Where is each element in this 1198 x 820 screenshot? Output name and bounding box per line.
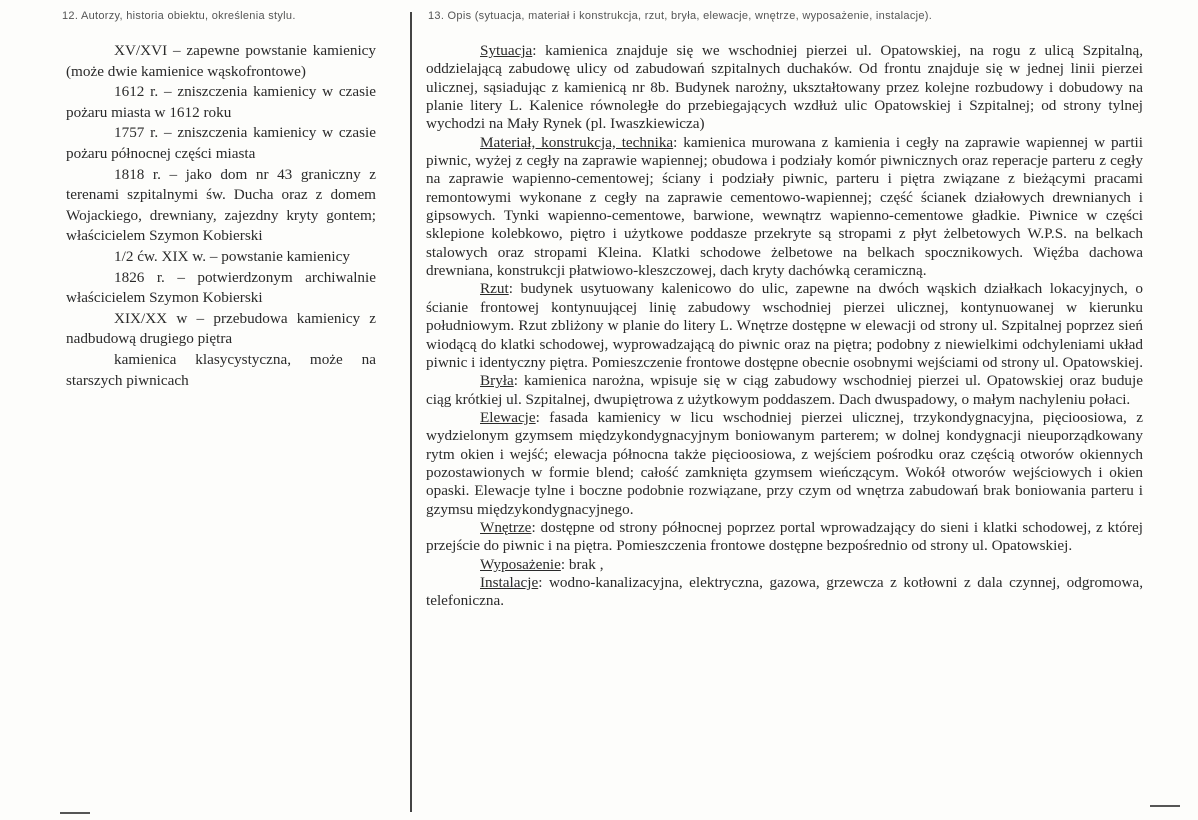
history-entry: 1/2 ćw. XIX w. – powstanie kamienicy (114, 247, 350, 265)
section-label: Materiał, konstrukcja, technika (480, 133, 674, 151)
scan-mark (60, 812, 90, 814)
section-12-header: 12. Autorzy, historia obiektu, określenia stylu. (62, 10, 296, 22)
section-text: : dostępne od strony północnej poprzez portal wprowadzający do sieni i klatki schodowej, z której przejście do piwnic i na piętra. Pomieszczenia frontowe dostępne bezpośrednio od strony ul. Opatowskiej. (426, 518, 1143, 555)
description-column (426, 42, 1143, 611)
section-furnishing (426, 556, 1143, 574)
section-text: : kamienica znajduje się we wschodniej pierzei ul. Opatowskiej, na rogu z ulicą Szpitalną, oddzielającą zabudowę ulicy od zabudowań szpitalnych duchaków. Od frontu znajduje się w jednej linii pierzei ulicznej, sąsiadując z kamienicą nr 8b. Budynek narożny, ukształtowany przez kolejne rozbudowy i dobudowy na planie litery L. Kalenice równoległe do przebiegających wzdłuż ulic Opatowskiej i Szpitalnej; od strony tylnej wychodzi na Mały Rynek (pl. Iwaszkiewicza) (426, 42, 1143, 133)
section-installations (426, 574, 1143, 611)
section-text: : kamienica narożna, wpisuje się w ciąg zabudowy wschodniej pierzei ul. Opatowskiej oraz buduje ciąg krótkiej ul. Szpitalnej, dwupiętrowa z użytkowym poddaszem. Dach dwuspadowy, o małym nachyleniu połaci. (426, 372, 1143, 408)
section-label: Sytuacja (480, 42, 533, 59)
section-material (426, 134, 1143, 281)
history-column (66, 41, 376, 391)
section-interior (426, 519, 1143, 556)
section-plan (426, 280, 1143, 372)
section-text: : fasada kamienicy w licu wschodniej pierzei ulicznej, trzykondygnacyjna, pięcioosiowa, z wydzielonym gzymsem międzykondygnacyjnym boniowanym parterem; w dolnej kondygnacji nieuporządkowany rytm okien i wejść; elewacja północna także pięcioosiowa, z wejściem pośrodku oraz częścią otworów okiennych pozostawionych w formie blend; całość zamknięta gzymsem wieńczącym. Wokół otworów wejściowych i okien opaski. Elewacje tylne i boczne podobnie rozwiązane, przy czym od wnętrza zabudowań brak boniowania parteru i gzymsu międzykondygnacyjnego. (426, 408, 1143, 518)
section-13-header: 13. Opis (sytuacja, materiał i konstrukcja, rzut, bryła, elewacje, wnętrze, wyposażenie, instalacje). (428, 10, 933, 22)
section-label: Rzut (480, 280, 509, 298)
section-text: : brak , (560, 555, 604, 573)
history-entry: 1818 r. – jako dom nr 43 graniczny z terenami szpitalnymi św. Ducha oraz z domem Wojackiego, drewniany, zajezdny kryty gontem; właścicielem Szymon Kobierski (66, 165, 376, 245)
section-situation (426, 42, 1143, 134)
history-entry: 1826 r. – potwierdzonym archiwalnie właścicielem Szymon Kobierski (66, 268, 376, 307)
history-entry: kamienica klasycystyczna, może na starszych piwnicach (66, 350, 376, 389)
section-label: Elewacje (480, 408, 536, 426)
section-label: Instalacje (480, 573, 539, 591)
scan-mark (1150, 805, 1180, 807)
history-entry: 1757 r. – zniszczenia kamienicy w czasie pożaru północnej części miasta (66, 124, 376, 162)
history-entry: XIX/XX w – przebudowa kamienicy z nadbudową drugiego piętra (66, 309, 376, 348)
section-text: : budynek usytuowany kalenicowo do ulic, zapewne na dwóch wąskich działkach lokacyjnych, o ścianie frontowej kontynuującej linię zabudowy wschodniej pierzei ulicznej, kontynuowanej w kierunku południowym. Rzut zbliżony w planie do litery L. Wnętrze dostępne w elewacji od strony ul. Szpitalnej poprzez sień wiodącą do klatki schodowej, wyprowadzającą do piwnic oraz na piętra; podobny z niewielkimi odchyleniami układ piwnic i identyczny piętra. Pomieszczenie frontowe dostępne obecnie osobnymi wejściami od strony ul. Opatowskiej. (426, 280, 1144, 371)
section-label: Wnętrze (480, 518, 532, 536)
section-form (426, 372, 1143, 409)
section-label: Bryła (480, 372, 514, 390)
history-entry: 1612 r. – zniszczenia kamienicy w czasie pożaru miasta w 1612 roku (66, 83, 376, 121)
section-text: : wodno-kanalizacyjna, elektryczna, gazowa, grzewcza z kotłowni z dala czynnej, odgromowa, telefoniczna. (426, 573, 1143, 610)
section-label: Wyposażenie (480, 555, 561, 573)
section-text: : kamienica murowana z kamienia i cegły na zaprawie wapiennej w partii piwnic, wyżej z cegły na zaprawie wapiennej; obudowa i podziały komór piwnicznych oraz reperacje parteru z cegły na zaprawie wapienno-cementowej; ściany i podziały piwnic, parteru i piętra związane z bieżącymi pracami remontowymi wykonane z cegły na zaprawie cementowo-wapiennej; część ścianek działowych drewnianych i gipsowych. Tynki wapienno-cementowe, barwione, wewnątrz wapienno-cementowe gładkie. Piwnice w części sklepione kolebkowo, piętro i użytkowe poddasze przekryte są stropami z płyt żelbetowych W.P.S. na belkach stalowych oraz stropami Kleina. Klatki schodowe żelbetowe na belkach spocznikowych. Więźba dachowa drewniana, konstrukcji płatwiowo-kleszczowej, dach kryty dachówką ceramiczną. (426, 133, 1143, 280)
history-entry: XV/XVI – zapewne powstanie kamienicy (może dwie kamienice wąskofrontowe) (66, 42, 376, 80)
column-divider (410, 12, 412, 812)
section-elevations (426, 409, 1143, 519)
